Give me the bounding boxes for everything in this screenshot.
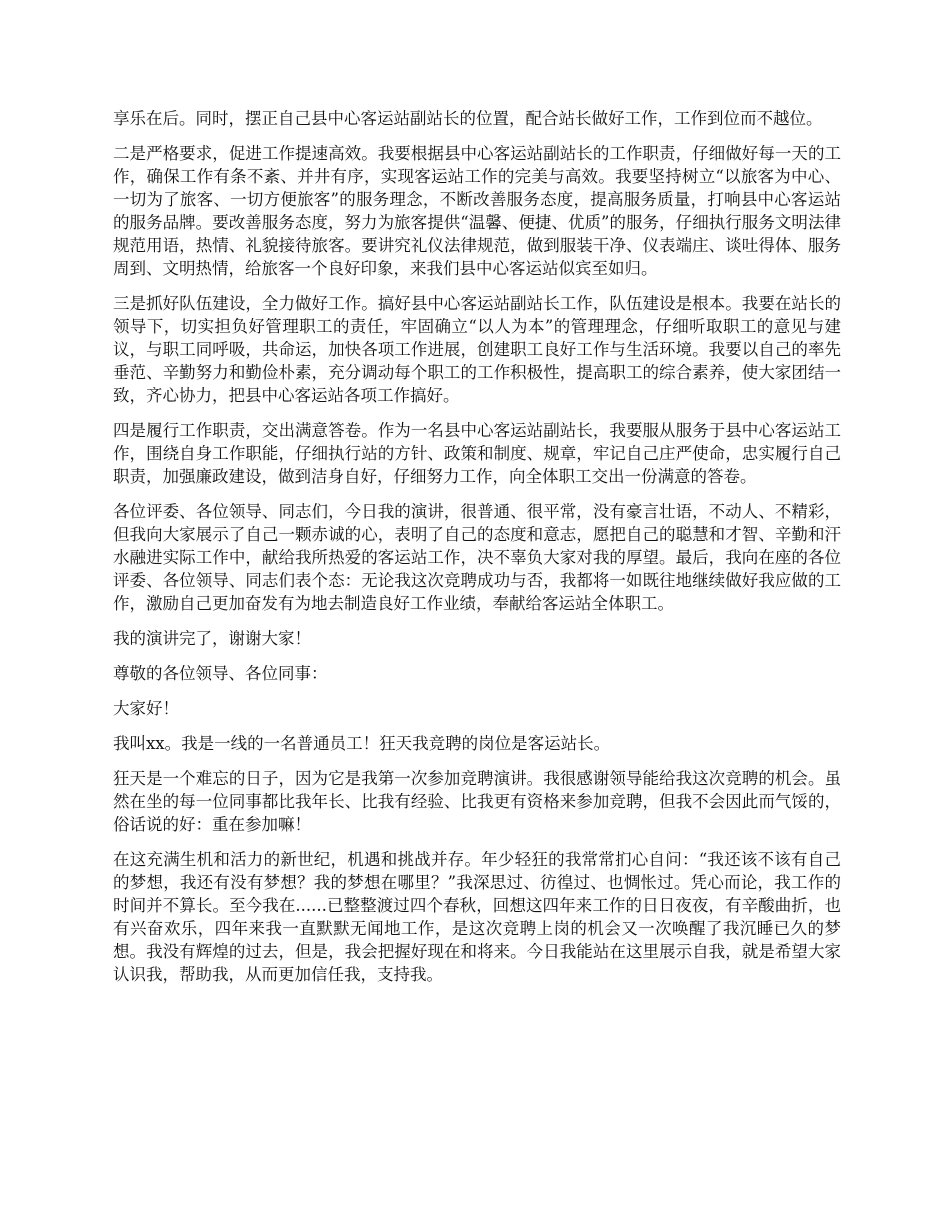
paragraph-4: 四是履行工作职责，交出满意答卷。作为一名县中心客运站副站长，我要服从服务于县中心客运站工作，围绕自身工作职能，仔细执行站的方针、政策和制度、规章，牢记自己庄严使命，忠实履行自己职责，加强廉政建设，做到洁身自好，仔细努力工作，向全体职工交出一份满意的答卷。 [113, 421, 841, 486]
paragraph-11: 在这充满生机和活力的新世纪，机遇和挑战并存。年少轻狂的我常常扪心自问：“我还该不该有自己的梦想，我还有没有梦想？我的梦想在哪里？”我深思过、彷徨过、也惆怅过。凭心而论，我工作的时间并不算长。至今我在......已整整渡过四个春秋，回想这四年来工作的日日夜夜，有辛酸曲折，也有兴奋欢乐，四年来我一直默默无闻地工作，是这次竞聘上岗的机会又一次唤醒了我沉睡已久的梦想。我没有辉煌的过去，但是，我会把握好现在和将来。今日我能站在这里展示自我，就是希望大家认识我，帮助我，从而更加信任我，支持我。 [113, 850, 841, 984]
paragraph-9: 我叫xx。我是一线的一名普通员工！狂天我竞聘的岗位是客运站长。 [113, 734, 611, 753]
paragraph-2: 二是严格要求，促进工作提速高效。我要根据县中心客运站副站长的工作职责，仔细做好每一天的工作，确保工作有条不紊、并井有序，实现客运站工作的完美与高效。我要坚持树立“以旅客为中心、一切为了旅客、一切方便旅客”的服务理念，不断改善服务态度，提高服务质量，打响县中心客运站的服务品牌。要改善服务态度，努力为旅客提供“温馨、便捷、优质”的服务，仔细执行服务文明法律规范用语，热情、礼貌接待旅客。要讲究礼仪法律规范，做到服装干净、仪表端庄、谈吐得体、服务周到、文明热情，给旅客一个良好印象，来我们县中心客运站似宾至如归。 [113, 144, 841, 278]
paragraph-7: 尊敬的各位领导、各位同事： [113, 664, 328, 683]
paragraph-8: 大家好！ [113, 699, 179, 718]
paragraph-3: 三是抓好队伍建设，全力做好工作。搞好县中心客运站副站长工作，队伍建设是根本。我要在站长的领导下，切实担负好管理职工的责任，牢固确立“以人为本”的管理理念，仔细听取职工的意见与建议，与职工同呼吸，共命运，加快各项工作进展，创建职工良好工作与生活环境。我要以自己的率先垂范、辛勤努力和勤俭朴素，充分调动每个职工的工作积极性，提高职工的综合素养，使大家团结一致，齐心协力，把县中心客运站各项工作搞好。 [113, 294, 841, 405]
paragraph-5: 各位评委、各位领导、同志们，今日我的演讲，很普通、很平常，没有豪言壮语，不动人、不精彩，但我向大家展示了自己一颗赤诚的心，表明了自己的态度和意志，愿把自己的聪慧和才智、辛勤和汗水融进实际工作中，献给我所热爱的客运站工作，决不辜负大家对我的厚望。最后，我向在座的各位评委、各位领导、同志们表个态：无论我这次竞聘成功与否，我都将一如既往地继续做好我应做的工作，激励自己更加奋发有为地去制造良好工作业绩，奉献给客运站全体职工。 [113, 502, 841, 613]
paragraph-6: 我的演讲完了，谢谢大家！ [113, 629, 311, 648]
paragraph-10: 狂天是一个难忘的日子，因为它是我第一次参加竞聘演讲。我很感谢领导能给我这次竞聘的机会。虽然在坐的每一位同事都比我年长、比我有经验、比我更有资格来参加竞聘，但我不会因此而气馁的，俗话说的好：重在参加嘛！ [113, 769, 841, 834]
document-body [113, 107, 841, 998]
paragraph-1: 享乐在后。同时，摆正自己县中心客运站副站长的位置，配合站长做好工作，工作到位而不越位。 [113, 109, 823, 128]
